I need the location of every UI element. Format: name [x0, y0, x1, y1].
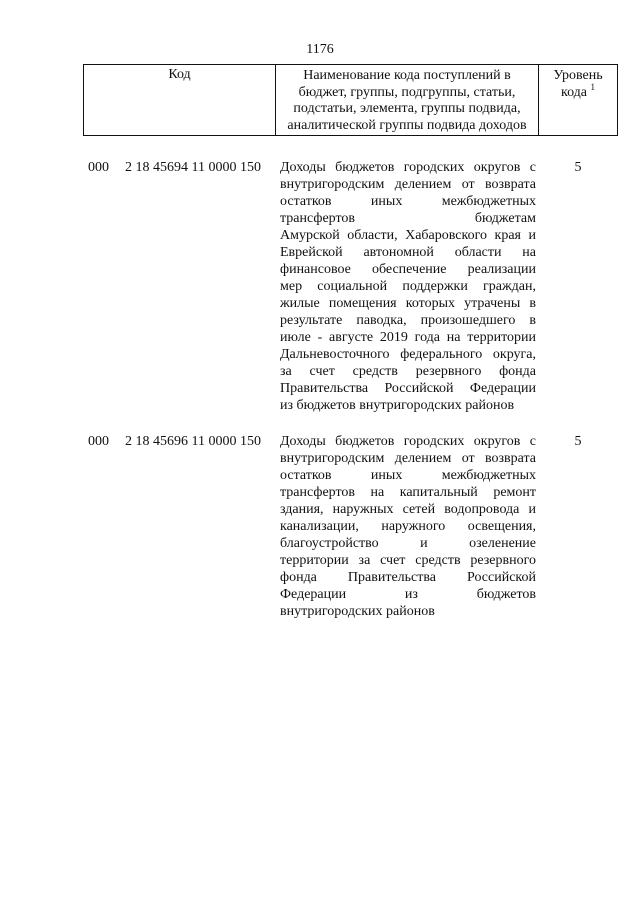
name-line: Еврейской автономной области на — [280, 245, 536, 260]
name-line: территории за счет средств резервного — [280, 553, 536, 568]
name-line: Дальневосточного федерального округа, — [280, 347, 536, 362]
header-level-word: кода — [560, 84, 588, 100]
admin-code: 000 — [88, 160, 109, 175]
name-line: остатков иных межбюджетных — [280, 468, 536, 483]
header-name-line: Наименование кода поступлений в — [303, 68, 511, 83]
header-name-line: аналитической группы подвида доходов — [287, 117, 527, 133]
name-line: благоустройство и озеленение — [280, 536, 536, 551]
name-line: Амурской области, Хабаровского края и — [280, 228, 536, 243]
admin-code: 000 — [88, 434, 109, 449]
name-line: мер социальной поддержки граждан, — [280, 279, 536, 294]
table-header — [83, 64, 618, 136]
name-line: из бюджетов внутригородских районов — [280, 398, 515, 413]
level-value: 5 — [574, 160, 582, 175]
name-line: за счет средств резервного фонда — [280, 364, 536, 379]
footnote-mark: 1 — [590, 81, 596, 92]
income-name — [280, 159, 536, 414]
name-line: внутригородским делением от возврата — [280, 451, 536, 466]
name-line: внутригородских районов — [280, 604, 435, 619]
header-code-label: Код — [168, 67, 191, 82]
name-line: жилые помещения которых утрачены в — [280, 296, 536, 311]
name-line: Доходы бюджетов городских округов с — [280, 160, 536, 175]
page-number: 1176 — [306, 42, 334, 57]
header-name-cell — [276, 65, 539, 135]
header-level-line-2 — [539, 81, 617, 102]
name-line: трансфертов бюджетам — [280, 211, 536, 226]
header-name-line: бюджет, группы, подгруппы, статьи, — [298, 84, 516, 100]
name-line: фонда Правительства Российской — [280, 570, 536, 585]
name-line: Доходы бюджетов городских округов с — [280, 434, 536, 449]
name-line: финансовое обеспечение реализации — [280, 262, 536, 277]
header-name-line: подстатьи, элемента, группы подвида, — [293, 101, 521, 116]
income-code: 2 18 45696 11 0000 150 — [125, 434, 261, 449]
income-name — [280, 433, 536, 620]
name-line: результате паводка, произошедшего в — [280, 313, 536, 328]
name-line: Правительства Российской Федерации — [280, 381, 536, 396]
level-value: 5 — [574, 434, 582, 449]
header-level-line: Уровень — [553, 68, 603, 83]
income-code: 2 18 45694 11 0000 150 — [125, 160, 261, 175]
name-line: июле - августе 2019 года на территории — [280, 330, 536, 345]
name-line: внутригородским делением от возврата — [280, 177, 536, 192]
name-line: трансфертов на капитальный ремонт — [280, 485, 536, 500]
name-line: канализации, наружного освещения, — [280, 519, 536, 534]
name-line: здания, наружных сетей водопровода и — [280, 502, 536, 517]
name-line: остатков иных межбюджетных — [280, 194, 536, 209]
header-level-cell — [539, 65, 617, 135]
name-line: Федерации из бюджетов — [280, 587, 536, 602]
header-code-cell — [84, 65, 276, 135]
